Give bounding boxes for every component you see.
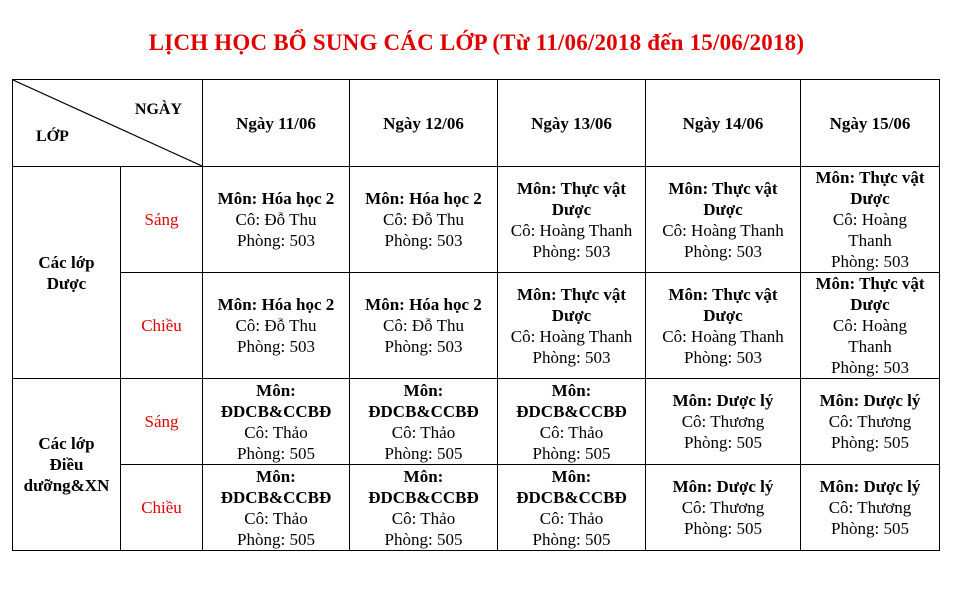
teacher-text: Cô: Đỗ Thu [235, 316, 317, 335]
teacher-text: Cô: Thảo [391, 508, 456, 528]
subject-text: Môn: Thực vật [668, 178, 778, 198]
room-text: Phòng: 505 [384, 443, 463, 463]
teacher-text: Cô: Thảo [391, 422, 456, 442]
subject-text: ĐDCB&CCBĐ [516, 487, 627, 507]
subject-text: Môn: Dược lý [672, 391, 774, 410]
class-group-label: Dược [46, 273, 87, 293]
day-header: Ngày 14/06 [646, 80, 801, 167]
class-group-label: Các lớp [38, 434, 95, 453]
room-text: Phòng: 503 [237, 337, 315, 356]
room-text: Phòng: 503 [384, 231, 463, 250]
teacher-text: Cô: Hoàng [832, 210, 908, 229]
subject-text: ĐDCB&CCBĐ [368, 487, 479, 507]
teacher-text: Cô: Thương [681, 412, 765, 431]
session-label: Chiều [121, 273, 203, 379]
subject-text: Môn: [403, 466, 444, 486]
teacher-text: Cô: Đỗ Thu [235, 210, 317, 229]
day-header: Ngày 12/06 [350, 80, 498, 167]
subject-text: Môn: Thực vật [815, 168, 925, 187]
teacher-text: Cô: Đỗ Thu [383, 210, 464, 229]
corner-header-cell [13, 80, 203, 167]
schedule-cell [646, 465, 801, 551]
room-text: Phòng: 505 [831, 519, 909, 538]
schedule-cell [203, 167, 350, 273]
room-text: Phòng: 503 [684, 347, 762, 367]
class-group-label: dưỡng&XN [23, 476, 110, 495]
schedule-row [13, 379, 940, 465]
subject-text: ĐDCB&CCBĐ [220, 401, 332, 421]
room-text: Phòng: 505 [684, 519, 762, 538]
subject-text: Môn: Dược lý [819, 391, 921, 410]
schedule-cell [498, 379, 646, 465]
teacher-text: Cô: Thảo [244, 422, 308, 442]
schedule-cell [350, 379, 498, 465]
schedule-cell [350, 465, 498, 551]
session-label: Sáng [121, 167, 203, 273]
header-row [13, 80, 940, 167]
corner-day-label: NGÀY [134, 101, 182, 118]
teacher-text: Cô: Hoàng Thanh [662, 326, 784, 346]
class-group-label: Các lớp [38, 252, 95, 272]
page-title: LỊCH HỌC BỔ SUNG CÁC LỚP (Từ 11/06/2018 đến 15/06/2018) [148, 30, 805, 55]
room-text: Phòng: 503 [237, 231, 315, 250]
subject-text: Môn: Dược lý [672, 477, 774, 496]
subject-text: Dược [551, 305, 592, 325]
day-header: Ngày 11/06 [203, 80, 350, 167]
teacher-text: Thanh [848, 231, 892, 250]
subject-text: Môn: Thực vật [815, 274, 925, 293]
subject-text: Môn: Hóa học 2 [365, 189, 482, 208]
room-text: Phòng: 505 [237, 443, 315, 463]
schedule-cell [498, 167, 646, 273]
subject-text: ĐDCB&CCBĐ [368, 401, 479, 421]
class-group-cell [13, 167, 121, 379]
subject-text: Dược [850, 189, 890, 208]
subject-text: Môn: Thực vật [516, 284, 627, 304]
teacher-text: Cô: Hoàng Thanh [510, 220, 633, 240]
subject-text: Môn: [403, 380, 444, 400]
schedule-cell [350, 167, 498, 273]
subject-text: Môn: Hóa học 2 [217, 295, 335, 314]
session-label: Chiều [121, 465, 203, 551]
teacher-text: Cô: Đỗ Thu [383, 316, 464, 335]
subject-text: Môn: [551, 466, 592, 486]
subject-text: ĐDCB&CCBĐ [516, 401, 627, 421]
subject-text: Môn: Hóa học 2 [217, 189, 335, 208]
subject-text: Môn: [256, 380, 296, 400]
day-header: Ngày 15/06 [801, 80, 940, 167]
schedule-cell [801, 273, 940, 379]
room-text: Phòng: 505 [831, 433, 909, 452]
schedule-row [13, 465, 940, 551]
class-group-label: Điều [49, 455, 84, 474]
teacher-text: Cô: Thương [828, 412, 912, 431]
subject-text: Môn: Hóa học 2 [365, 295, 482, 314]
day-header: Ngày 13/06 [498, 80, 646, 167]
room-text: Phòng: 503 [831, 252, 909, 271]
room-text: Phòng: 503 [384, 337, 463, 356]
teacher-text: Cô: Thảo [244, 508, 308, 528]
teacher-text: Cô: Thương [828, 498, 912, 517]
schedule-cell [646, 379, 801, 465]
teacher-text: Cô: Hoàng Thanh [662, 220, 784, 240]
subject-text: Dược [703, 305, 743, 325]
room-text: Phòng: 505 [237, 529, 315, 549]
corner-class-label: LỚP [36, 128, 69, 145]
schedule-cell [203, 273, 350, 379]
session-label: Sáng [121, 379, 203, 465]
subject-text: ĐDCB&CCBĐ [220, 487, 332, 507]
subject-text: Dược [850, 295, 890, 314]
subject-text: Môn: Thực vật [516, 178, 627, 198]
room-text: Phòng: 505 [384, 529, 463, 549]
schedule-cell [801, 379, 940, 465]
schedule-row [13, 167, 940, 273]
subject-text: Môn: Thực vật [668, 284, 778, 304]
teacher-text: Cô: Thảo [539, 422, 604, 442]
teacher-text: Thanh [848, 337, 892, 356]
room-text: Phòng: 505 [684, 433, 762, 452]
schedule-cell [801, 167, 940, 273]
schedule-row [13, 273, 940, 379]
schedule-cell [498, 273, 646, 379]
class-group-cell [13, 379, 121, 551]
room-text: Phòng: 503 [532, 347, 611, 367]
diagonal-divider [13, 80, 202, 166]
subject-text: Môn: [256, 466, 296, 486]
room-text: Phòng: 505 [532, 529, 611, 549]
schedule-cell [498, 465, 646, 551]
teacher-text: Cô: Thương [681, 498, 765, 517]
teacher-text: Cô: Thảo [539, 508, 604, 528]
subject-text: Dược [551, 199, 592, 219]
room-text: Phòng: 503 [831, 358, 909, 377]
schedule-cell [801, 465, 940, 551]
room-text: Phòng: 503 [684, 241, 762, 261]
subject-text: Môn: [551, 380, 592, 400]
schedule-cell [203, 379, 350, 465]
room-text: Phòng: 505 [532, 443, 611, 463]
schedule-cell [646, 273, 801, 379]
schedule-cell [203, 465, 350, 551]
schedule-cell [350, 273, 498, 379]
schedule-cell [646, 167, 801, 273]
teacher-text: Cô: Hoàng Thanh [510, 326, 633, 346]
teacher-text: Cô: Hoàng [832, 316, 908, 335]
room-text: Phòng: 503 [532, 241, 611, 261]
schedule-table [12, 79, 940, 551]
subject-text: Dược [703, 199, 743, 219]
subject-text: Môn: Dược lý [819, 477, 921, 496]
